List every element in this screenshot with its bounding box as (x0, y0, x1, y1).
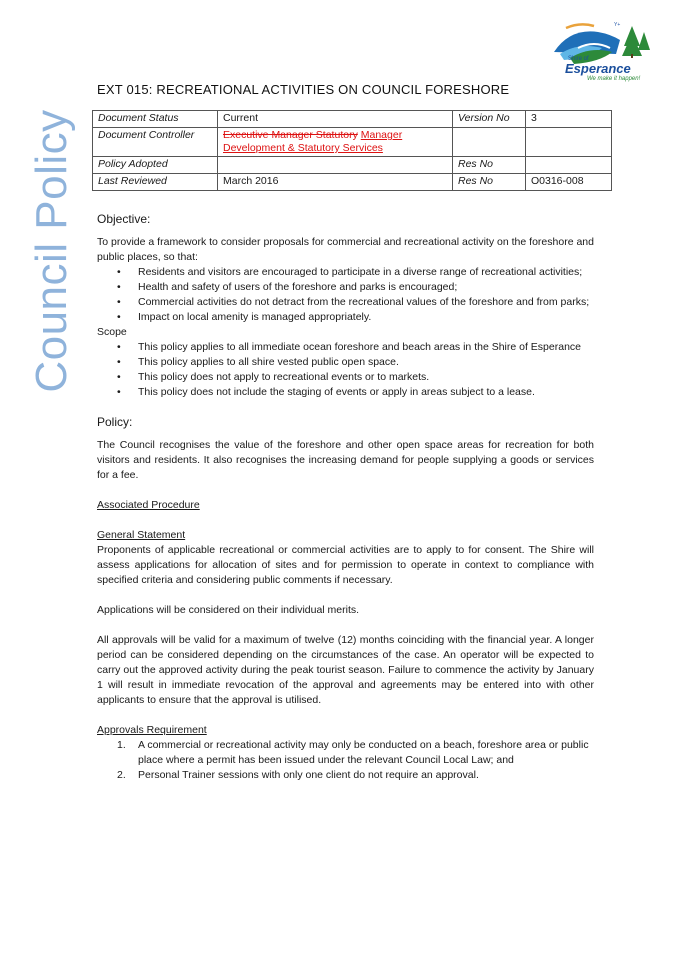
controller-label: Document Controller (93, 128, 218, 157)
table-row (93, 111, 612, 128)
version-label: Version No (453, 111, 526, 128)
version-value: 3 (526, 111, 612, 128)
controller-deleted: Executive Manager Statutory (223, 129, 358, 141)
policy-content (97, 212, 594, 783)
list-item: • Health and safety of users of the foreshore and parks is encouraged; (97, 280, 594, 295)
list-item-text: A commercial or recreational activity may only be conducted on a beach, foreshore area or public place where a permit has been issued under the relevant Council Local Law; and (138, 739, 589, 766)
list-item-number: 2. (117, 769, 126, 781)
table-row (93, 157, 612, 174)
list-item-text: Personal Trainer sessions with only one client do not require an approval. (138, 769, 479, 781)
general-statement-para: Proponents of applicable recreational or commercial activities are to apply to for consent. The Shire will assess applications for allocation of sites and for permission to operate in context to compliance with specified criteria and considering public comments if necessary. (97, 544, 594, 586)
logo-tagline: We make it happen! (587, 76, 641, 82)
policy-heading: Policy: (97, 415, 133, 429)
approvals-validity-para: All approvals will be valid for a maximum of twelve (12) months coinciding with the financial year. A longer period can be considered depending on the circumstances of the case. An operator will be expected to carry out the approved activity during the peak tourist season. Failure to commence the activity by January 1 will result in immediate revocation of the approval and agreements may be entered into with other applicants to ensure that the approval is utilised. (97, 634, 594, 706)
reviewed-label: Last Reviewed (93, 174, 218, 191)
list-item: • Impact on local amenity is managed appropriately. (97, 310, 594, 325)
res2-label: Res No (453, 174, 526, 191)
scope-label: Scope (97, 326, 127, 338)
controller-value (218, 128, 453, 157)
approvals-requirement-heading: Approvals Requirement (97, 724, 207, 736)
list-item: • This policy applies to all shire vested public open space. (97, 355, 594, 370)
objective-list (97, 265, 594, 325)
list-item: • Residents and visitors are encouraged to participate in a diverse range of recreational activities; (97, 265, 594, 280)
list-item (97, 738, 594, 768)
side-banner-text: Council Policy (27, 109, 76, 393)
logo-small-text: Shire of (568, 56, 589, 62)
general-statement-heading: General Statement (97, 529, 186, 541)
logo-name: Esperance (565, 61, 631, 76)
merits-para: Applications will be considered on their individual merits. (97, 604, 360, 616)
policy-para: The Council recognises the value of the foreshore and other open space areas for recreation for both visitors and residents. It also recognises the increasing demand for people supplying a goods or services for a fee. (97, 439, 594, 481)
table-row (93, 128, 612, 157)
list-item: • This policy does not include the staging of events or apply in areas subject to a lease. (97, 385, 594, 400)
list-item: • This policy applies to all immediate ocean foreshore and beach areas in the Shire of Esperance (97, 340, 594, 355)
res2-value: O0316-008 (526, 174, 612, 191)
associated-procedure-heading: Associated Procedure (97, 499, 200, 511)
scope-list (97, 340, 594, 400)
document-meta-table (92, 110, 612, 191)
empty-cell (526, 128, 612, 157)
list-item (97, 768, 594, 783)
side-banner (22, 109, 82, 393)
adopted-value (218, 157, 453, 174)
list-item: • Commercial activities do not detract from the recreational values of the foreshore and from parks; (97, 295, 594, 310)
res-label: Res No (453, 157, 526, 174)
table-row (93, 174, 612, 191)
page-title: EXT 015: RECREATIONAL ACTIVITIES ON COUNCIL FORESHORE (97, 82, 510, 97)
requirements-list (97, 738, 594, 783)
status-label: Document Status (93, 111, 218, 128)
adopted-label: Policy Adopted (93, 157, 218, 174)
reviewed-value: March 2016 (218, 174, 453, 191)
objective-heading: Objective: (97, 212, 151, 226)
empty-cell (453, 128, 526, 157)
svg-text:Y+: Y+ (614, 22, 621, 28)
controller-inserted: Manager Development & Statutory Services (223, 129, 403, 154)
list-item: • This policy does not apply to recreational events or to markets. (97, 370, 594, 385)
res-value (526, 157, 612, 174)
list-item-number: 1. (117, 739, 126, 751)
objective-intro: To provide a framework to consider proposals for commercial and recreational activity on the foreshore and public places, so that: (97, 236, 594, 263)
status-value: Current (218, 111, 453, 128)
